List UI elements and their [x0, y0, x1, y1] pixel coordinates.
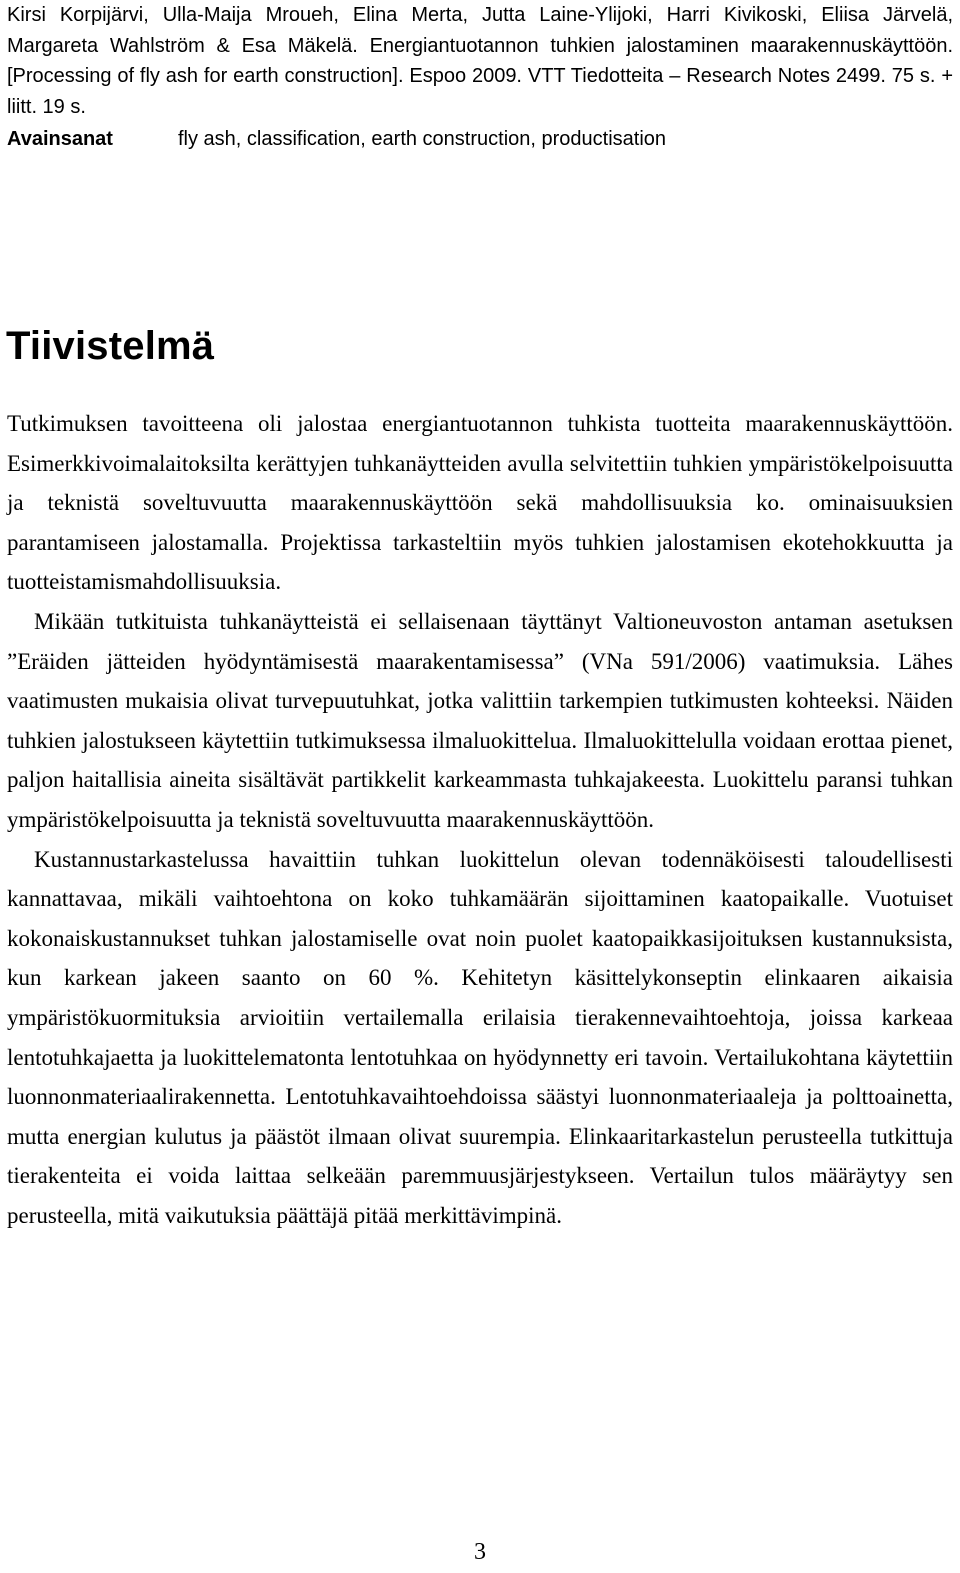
abstract-paragraph-1: Tutkimuksen tavoitteena oli jalostaa energiantuotannon tuhkista tuotteita maarakennuskäyttöön. Esimerkkivoimalaitoksilta kerättyjen tuhkanäytteiden avulla selvitettiin tuhkien ympäristökelpoisuutta ja teknistä soveltuvuutta maarakennuskäyttöön sekä mahdollisuuksia ko. ominaisuuksien parantamiseen jalostamalla. Projektissa tarkasteltiin myös tuhkien jalostamisen ekotehokkuutta ja tuotteistamismahdollisuuksia.	[7, 411, 953, 595]
abstract-heading: Tiivistelmä	[6, 324, 215, 368]
bibliographic-citation: Kirsi Korpijärvi, Ulla-Maija Mroueh, Elina Merta, Jutta Laine-Ylijoki, Harri Kivikoski, Eliisa Järvelä, Margareta Wahlström & Esa Mäkelä. Energiantuotannon tuhkien jalostaminen maarakennuskäyttöön. [Processing of fly ash for earth construction]. Espoo 2009. VTT Tiedotteita – Research Notes 2499. 75 s. + liitt. 19 s.	[7, 4, 953, 118]
keywords-label: Avainsanat	[7, 128, 113, 150]
abstract-paragraph-3: Kustannustarkastelussa havaittiin tuhkan luokittelun olevan todennäköisesti taloudellisesti kannattavaa, mikäli vaihtoehtona on koko tuhkamäärän sijoittaminen kaatopaikalle. Vuotuiset kokonaiskustannukset tuhkan jalostamiselle ovat noin puolet kaatopaikkasijoituksen kustannuksista, kun karkean jakeen saanto on 60 %. Kehitetyn käsittelykonseptin elinkaaren aikaisia ympäristökuormituksia arvioitiin vertailemalla erilaisia tierakennevaihtoehtoja, joissa karkeaa lentotuhkajaetta ja luokittelematonta lentotuhkaa on hyödynnetty eri tavoin. Vertailukohtana käytettiin luonnonmateriaalirakennetta. Lentotuhkavaihtoehdoissa säästyi luonnonmateriaaleja ja polttoainetta, mutta energian kulutus ja päästöt ilmaan olivat suurempia. Elinkaaritarkastelun perusteella tutkittuja tierakenteita ei voida laittaa selkeään paremmuusjärjestykseen. Vertailun tulos määräytyy sen perusteella, mitä vaikutuksia päättäjä pitää merkittävimpinä.	[7, 846, 953, 1228]
abstract-body	[7, 404, 953, 1235]
abstract-paragraph-2: Mikään tutkituista tuhkanäytteistä ei sellaisenaan täyttänyt Valtioneuvoston antaman asetuksen ”Eräiden jätteiden hyödyntämisestä maarakentamisessa” (VNa 591/2006) vaatimuksia. Lähes vaatimusten mukaisia olivat turvepuutuhkat, jotka valittiin tarkempien tutkimusten kohteeksi. Näiden tuhkien jalostukseen käytettiin tutkimuksessa ilmaluokittelua. Ilmaluokittelulla voidaan erottaa pienet, paljon haitallisia aineita sisältävät partikkelit karkeammasta tuhkajakeesta. Luokittelu paransi tuhkan ympäristökelpoisuutta ja teknistä soveltuvuutta maarakennuskäyttöön.	[7, 608, 953, 832]
keywords-value: fly ash, classification, earth construction, productisation	[178, 128, 667, 150]
keywords-row	[7, 124, 953, 154]
page-number: 3	[474, 1539, 486, 1565]
